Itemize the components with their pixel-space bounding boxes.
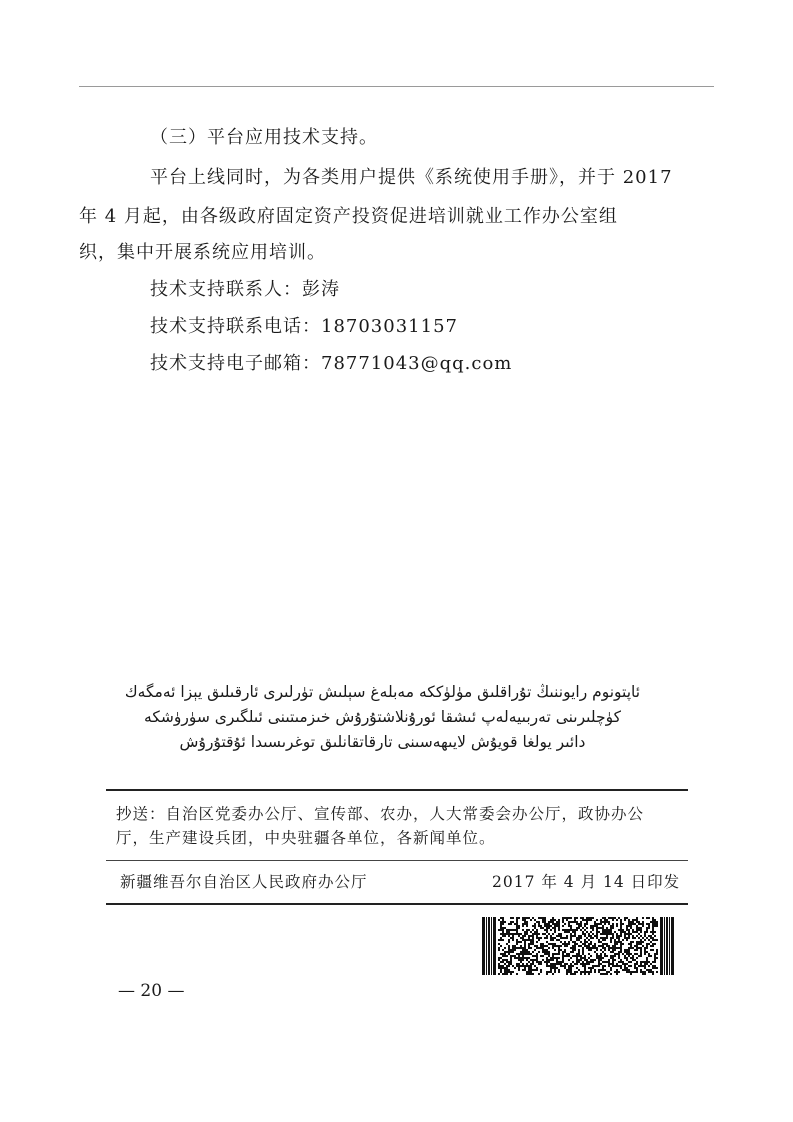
body-line-1: 平台上线同时，为各类用户提供《系统使用手册》，并于 2017 <box>150 167 673 188</box>
distribution-bottom-rule <box>106 860 688 861</box>
barcode <box>482 917 674 975</box>
body-line-3: 织，集中开展系统应用培训。 <box>79 242 326 263</box>
uyghur-title-line-1: ئاپتونوم رايوننىڭ تۇراقلىق مۈلۈككە مەبلەغ سېلىش تۈرلىرى ئارقىلىق يېزا ئەمگەك <box>124 683 641 701</box>
header-rule <box>79 86 714 87</box>
distribution-line-2: 厅，生产建设兵团，中央驻疆各单位，各新闻单位。 <box>116 829 496 847</box>
issuer-bottom-rule <box>106 903 688 905</box>
contact-person: 技术支持联系人：彭涛 <box>150 279 340 300</box>
page-number: — 20 — <box>118 981 185 1001</box>
distribution-top-rule <box>106 789 688 791</box>
uyghur-title-line-2: كۈچلىرىنى تەربىيەلەپ ئىشقا ئورۇنلاشتۇرۇش خىزمىتىنى ئىلگىرى سۈرۈشكە <box>144 708 621 726</box>
contact-phone: 技术支持联系电话：18703031157 <box>150 316 458 337</box>
section-heading: （三）平台应用技术支持。 <box>150 127 378 148</box>
uyghur-title-line-3: دائىر يولغا قويۇش لايىھەسىنى تارقاتقانلىق توغرىسىدا ئۇقتۇرۇش <box>179 733 586 751</box>
issuing-office: 新疆维吾尔自治区人民政府办公厅 <box>120 873 368 891</box>
distribution-line-1: 抄送：自治区党委办公厅、宣传部、农办，人大常委会办公厅，政协办公 <box>116 805 645 823</box>
contact-email: 技术支持电子邮箱：78771043@qq.com <box>150 353 513 374</box>
issue-date: 2017 年 4 月 14 日印发 <box>492 873 681 891</box>
body-line-2: 年 4 月起，由各级政府固定资产投资促进培训就业工作办公室组 <box>79 206 618 227</box>
